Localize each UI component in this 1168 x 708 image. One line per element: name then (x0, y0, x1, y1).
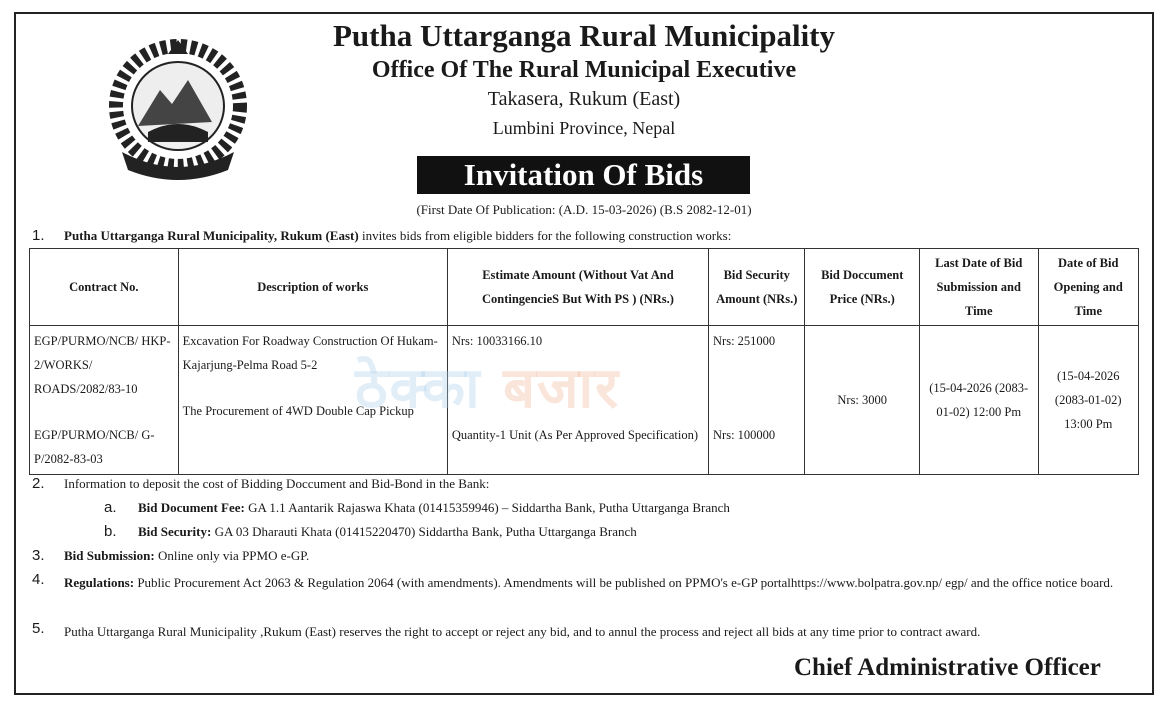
table-cell: (15-04-2026 (2083-01-02) 13:00 Pm (1038, 326, 1139, 475)
col-opening: Date of Bid Opening and Time (1038, 249, 1139, 326)
location-line: Takasera, Rukum (East) (487, 88, 681, 110)
col-contract-no: Contract No. (30, 249, 179, 326)
signature-title: Chief Administrative Officer (794, 654, 1101, 681)
item-5-text: Putha Uttarganga Rural Municipality ,Rukum (East) reserves the right to accept or reject any bid, and to annul the process and reject all bids at any time prior to contract award. (64, 624, 981, 639)
col-bid-security: Bid Security Amount (NRs.) (709, 249, 805, 326)
item-4-text: Regulations: Public Procurement Act 2063 & Regulation 2064 (with amendments). Amendments will be published on PPMO's e-GP portalhttps://www.bolpatra.gov.np/ egp/ and the office notice board. (64, 575, 1114, 590)
office-title: Office Of The Rural Municipal Executive (371, 57, 797, 83)
municipality-title: Putha Uttarganga Rural Municipality (332, 18, 836, 53)
table-header-row (30, 249, 1139, 326)
bid-table (29, 248, 1139, 475)
page-title: Invitation Of Bids (417, 156, 750, 194)
item-number: 3. (32, 547, 45, 564)
item-number: 2. (32, 475, 45, 492)
table-cell: Nrs: 251000 Nrs: 100000 (709, 326, 805, 475)
item-number: 5. (32, 620, 45, 637)
watermark: ठेक्का बजार (355, 356, 621, 421)
col-submission: Last Date of Bid Submission and Time (919, 249, 1038, 326)
table-row (30, 326, 1139, 475)
table-cell: Nrs: 10033166.10 Quantity-1 Unit (As Per Approved Specification) (447, 326, 708, 475)
bid-document-fee: Bid Document Fee: GA 1.1 Aantarik Rajaswa Khata (01415359946) – Siddartha Bank, Putha Uttarganga Branch (138, 500, 730, 515)
province-line: Lumbini Province, Nepal (492, 118, 676, 138)
col-doc-price: Bid Doccument Price (NRs.) (805, 249, 920, 326)
col-estimate: Estimate Amount (Without Vat And ContingencieS But With PS ) (NRs.) (447, 249, 708, 326)
publication-date: (First Date Of Publication: (A.D. 15-03-2026) (B.S 2082-12-01) (416, 202, 752, 217)
table-cell: Nrs: 3000 (805, 326, 920, 475)
table-cell: EGP/PURMO/NCB/ HKP-2/WORKS/ ROADS/2082/83-10 EGP/PURMO/NCB/ G-P/2082-83-03 (30, 326, 179, 475)
item-3-text: Bid Submission: Online only via PPMO e-GP. (64, 548, 310, 563)
item-letter: b. (104, 523, 117, 540)
item-1-text: Putha Uttarganga Rural Municipality, Rukum (East) invites bids from eligible bidders for the following construction works: (64, 228, 732, 243)
bid-security-info: Bid Security: GA 03 Dharauti Khata (01415220470) Siddartha Bank, Putha Uttarganga Branch (138, 524, 637, 539)
col-description: Description of works (178, 249, 447, 326)
item-number: 1. (32, 227, 45, 244)
item-number: 4. (32, 571, 45, 588)
table-cell: Excavation For Roadway Construction Of Hukam-Kajarjung-Pelma Road 5-2 The Procurement of 4WD Double Cap Pickup (178, 326, 447, 475)
item-letter: a. (104, 499, 117, 516)
item-2-text: Information to deposit the cost of Bidding Doccument and Bid-Bond in the Bank: (64, 476, 490, 491)
table-cell: (15-04-2026 (2083-01-02) 12:00 Pm (919, 326, 1038, 475)
